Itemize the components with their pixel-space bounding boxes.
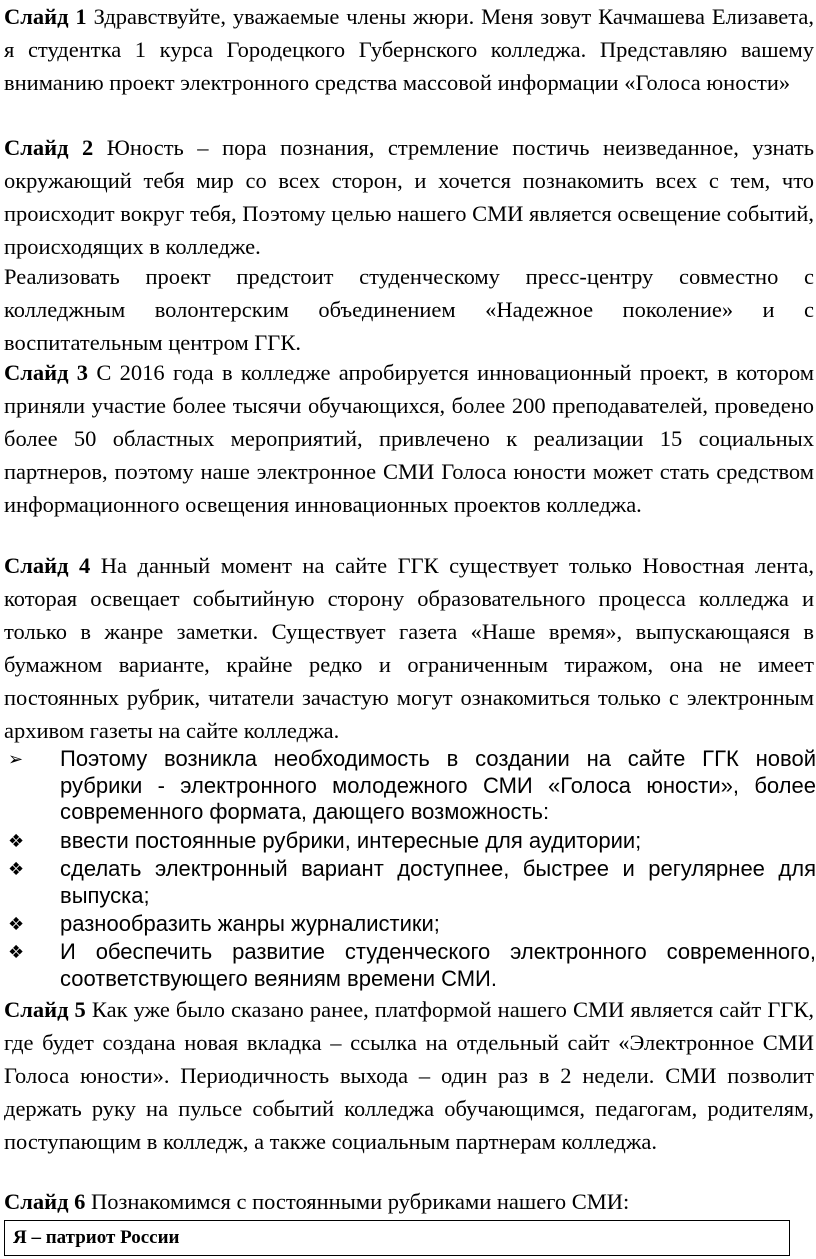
bullet-text: ввести постоянные рубрики, интересные для аудитории;: [60, 828, 642, 853]
paragraph-slide-1: [4, 0, 814, 99]
slide-label: Слайд 2: [4, 135, 94, 160]
diamond-bullet-icon: ❖: [8, 914, 25, 934]
bullet-text: разнообразить жанры журналистики;: [60, 911, 440, 936]
paragraph-slide-4: [4, 549, 814, 747]
table-cell: Я – патриот России: [13, 1227, 180, 1248]
paragraph-text: Здравствуйте, уважаемые члены жюри. Меня зовут Качмашева Елизавета, я студентка 1 курса Городецкого Губернского колледжа. Представляю вашему вниманию проект электронного средства массовой информации «Голоса юности»: [4, 4, 815, 95]
bullet-text: И обеспечить развитие студенческого электронного современного, соответствующего веяниям времени СМИ.: [60, 939, 816, 991]
diamond-bullet-icon: ❖: [8, 942, 25, 962]
bullet-item: [8, 856, 816, 909]
paragraph-slide-2: [4, 131, 814, 263]
bullet-text: сделать электронный вариант доступнее, быстрее и регулярнее для выпуска;: [60, 856, 816, 908]
paragraph-slide-6: [4, 1185, 814, 1218]
paragraph-text: Реализовать проект предстоит студенческому пресс-центру совместно с колледжным волонтерским объединением «Надежное поколение» и с воспитательным центром ГГК.: [4, 264, 814, 355]
paragraph-text: Как уже было сказано ранее, платформой нашего СМИ является сайт ГГК, где будет создана новая вкладка – ссылка на отдельный сайт «Электронное СМИ Голоса юности». Периодичность выхода – один раз в 2 недели. СМИ позволит держать руку на пульсе событий колледжа обучающимся, педагогам, родителям, поступающим в колледж, а также социальным партнерам колледжа.: [4, 997, 814, 1154]
paragraph-text: На данный момент на сайте ГГК существует только Новостная лента, которая освещает событийную сторону образовательного процесса колледжа и только в жанре заметки. Существует газета «Наше время», выпускающаяся в бумажном варианте, крайне редко и ограниченным тиражом, она не имеет постоянных рубрик, читатели зачастую могут ознакомиться только с электронным архивом газеты на сайте колледжа.: [4, 553, 814, 743]
paragraph-partners: [4, 260, 814, 359]
rubrics-table: [4, 1220, 790, 1256]
slide-label: Слайд 6: [4, 1189, 86, 1214]
slide-label: Слайд 1: [4, 4, 87, 29]
diamond-bullet-icon: ❖: [8, 831, 25, 851]
bullet-item: [8, 746, 816, 826]
paragraph-slide-3: [4, 356, 814, 521]
bullet-item: [8, 828, 816, 855]
paragraph-text: Познакомимся с постоянными рубриками нашего СМИ:: [85, 1189, 630, 1214]
bullet-item: [8, 939, 816, 992]
arrow-bullet-icon: ➢: [8, 749, 24, 769]
paragraph-text: С 2016 года в колледже апробируется инновационный проект, в котором приняли участие более тысячи обучающихся, более 200 преподавателей, проведено более 50 областных мероприятий, привлечено к реализации 15 социальных партнеров, поэтому наше электронное СМИ Голоса юности может стать средством информационного освещения инновационных проектов колледжа.: [4, 360, 815, 517]
diamond-bullet-icon: ❖: [8, 859, 25, 879]
paragraph-slide-5: [4, 993, 814, 1158]
paragraph-text: Юность – пора познания, стремление постичь неизведанное, узнать окружающий тебя мир со всех сторон, и хочется познакомить всех с тем, что происходит вокруг тебя, Поэтому целью нашего СМИ является освещение событий, происходящих в колледже.: [4, 135, 814, 259]
bullet-text: Поэтому возникла необходимость в создании на сайте ГГК новой рубрики - электронного молодежного СМИ «Голоса юности», более современного формата, дающего возможность:: [60, 746, 816, 824]
bullet-item: [8, 911, 816, 938]
slide-label: Слайд 5: [4, 997, 86, 1022]
slide-label: Слайд 3: [4, 360, 89, 385]
slide-label: Слайд 4: [4, 553, 91, 578]
